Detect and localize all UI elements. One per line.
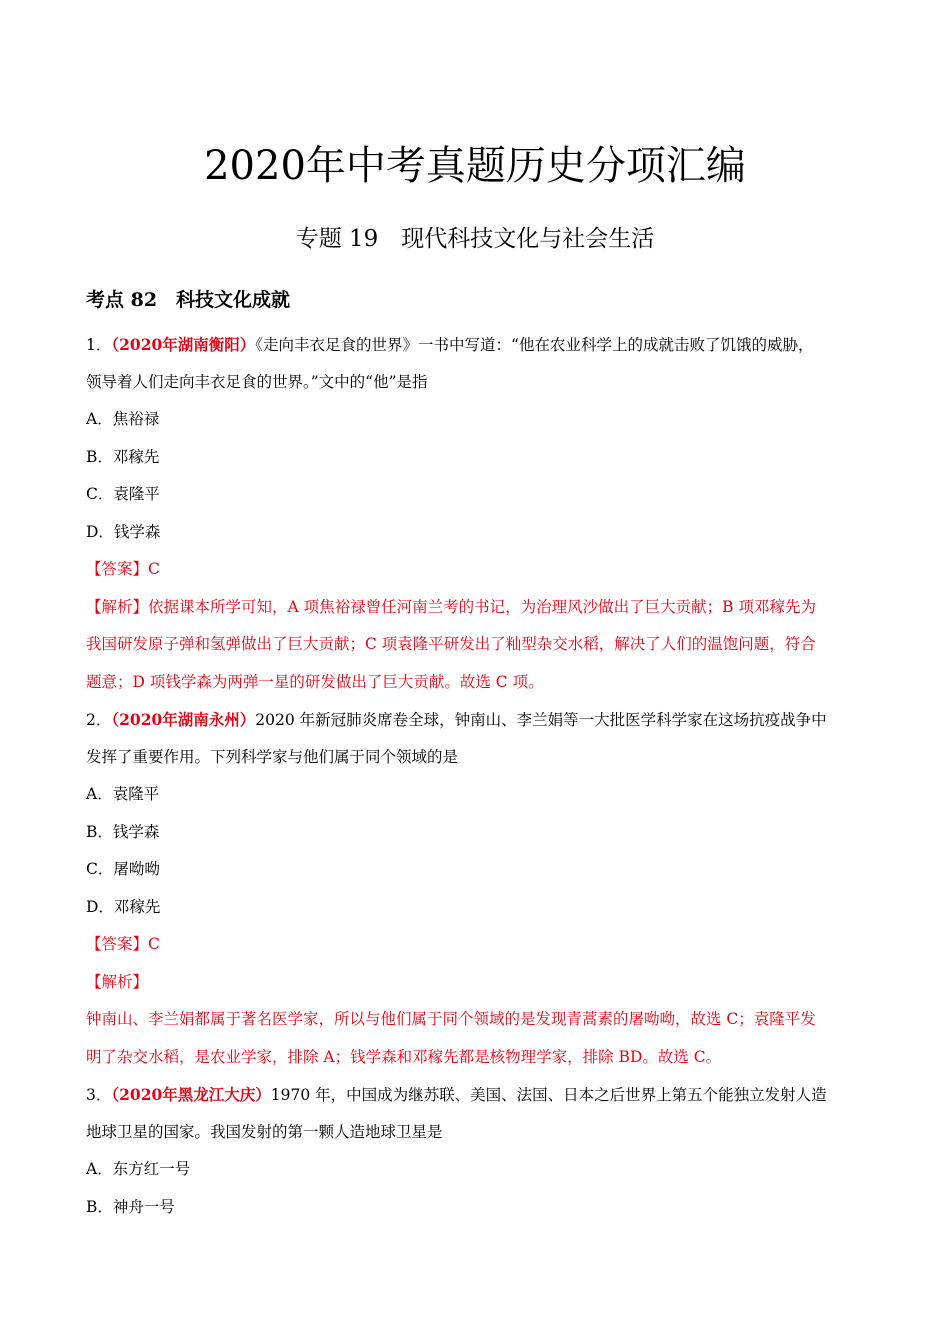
- question-2-analysis-label: 【解析】: [86, 972, 149, 991]
- question-text: 《走向丰衣足食的世界》一书中写道：“他在农业科学上的成就击败了饥饿的威胁，: [255, 336, 814, 354]
- question-2-option-a: A．袁隆平: [86, 785, 160, 803]
- question-source: （2020年湖南衡阳）: [111, 335, 256, 354]
- section-heading: 考点 82 科技文化成就: [86, 289, 291, 311]
- analysis-label: 【解析】: [86, 597, 149, 616]
- question-1-answer: [86, 551, 866, 589]
- analysis-text: 依据课本所学可知，A 项焦裕禄曾任河南兰考的书记，为治理风沙做出了巨大贡献；B 项邓稼先为: [148, 597, 816, 616]
- question-source: （2020年湖南永州）: [111, 710, 256, 729]
- question-1-analysis-cont: 我国研发原子弹和氢弹做出了巨大贡献；C 项袁隆平研发出了籼型杂交水稻，解决了人们的温饱问题，符合: [86, 635, 816, 653]
- question-1-option-b: B．邓稼先: [86, 447, 160, 466]
- question-2-option-c: C．屠呦呦: [86, 860, 160, 878]
- question-source: （2020年黑龙江大庆）: [111, 1085, 271, 1104]
- question-1-stem: [86, 326, 866, 364]
- answer-label: 【答案】: [86, 560, 149, 578]
- question-list: [86, 326, 866, 1226]
- question-2-stem: [86, 701, 866, 739]
- question-1-option-d: D．钱学森: [86, 522, 161, 541]
- question-number: 1．: [86, 336, 112, 354]
- question-3-stem: [86, 1076, 866, 1114]
- question-1-stem-cont: 领导着人们走向丰衣足食的世界。”文中的“他”是指: [86, 372, 428, 391]
- question-number: 2．: [86, 711, 112, 729]
- question-1-option-c: C．袁隆平: [86, 485, 160, 503]
- question-3-option-a: A．东方红一号: [86, 1160, 191, 1178]
- answer-label: 【答案】: [86, 935, 149, 953]
- question-1-analysis: [86, 589, 866, 627]
- question-3-option-b: B．神舟一号: [86, 1197, 175, 1216]
- answer-value: C: [148, 560, 160, 578]
- question-2-analysis: 钟南山、李兰娟都属于著名医学家，所以与他们属于同个领域的是发现青蒿素的屠呦呦，故选 C；袁隆平发: [86, 1010, 816, 1028]
- question-2-answer: [86, 926, 866, 964]
- question-1-option-a: A．焦裕禄: [86, 410, 160, 428]
- answer-value: C: [148, 935, 160, 953]
- question-text: 1970 年，中国成为继苏联、美国、法国、日本之后世界上第五个能独立发射人造: [270, 1086, 827, 1104]
- question-2-option-b: B．钱学森: [86, 822, 160, 841]
- document-title: 2020年中考真题历史分项汇编: [204, 143, 746, 189]
- topic-subtitle: 专题 19 现代科技文化与社会生活: [295, 226, 655, 252]
- question-number: 3．: [86, 1086, 112, 1104]
- question-3-stem-cont: 地球卫星的国家。我国发射的第一颗人造地球卫星是: [86, 1122, 443, 1141]
- question-text: 2020 年新冠肺炎席卷全球，钟南山、李兰娟等一大批医学科学家在这场抗疫战争中: [255, 711, 827, 729]
- question-1-analysis-cont: 题意；D 项钱学森为两弹一星的研发做出了巨大贡献。故选 C 项。: [86, 672, 544, 691]
- question-2-option-d: D．邓稼先: [86, 897, 161, 916]
- question-2-analysis-cont: 明了杂交水稻，是农业学家，排除 A；钱学森和邓稼先都是核物理学家，排除 BD。故选 C。: [86, 1047, 722, 1066]
- question-2-stem-cont: 发挥了重要作用。下列科学家与他们属于同个领域的是: [86, 747, 459, 766]
